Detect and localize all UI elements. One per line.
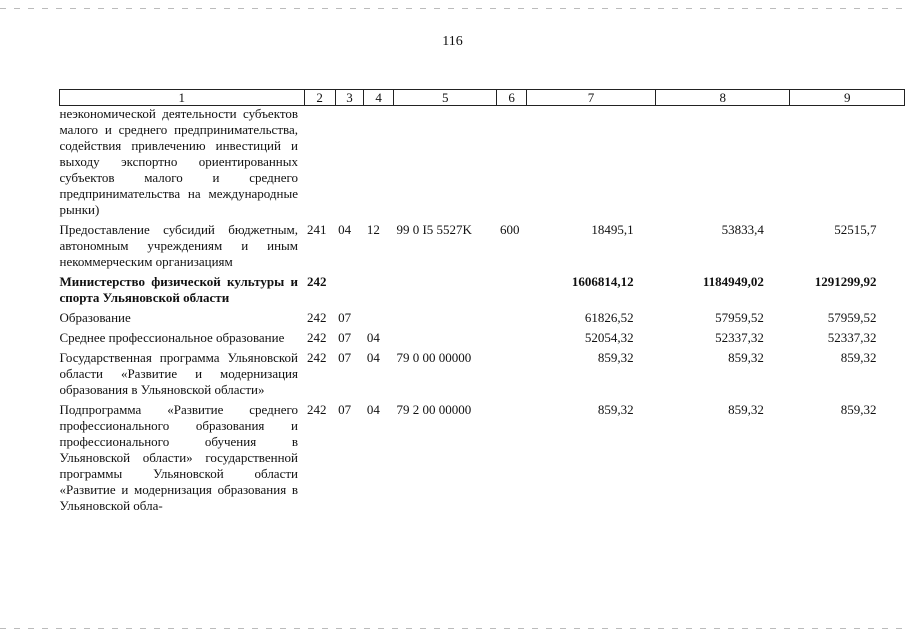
row-code-section: 04 xyxy=(338,222,352,237)
header-col-8: 8 xyxy=(656,90,790,106)
row-amount-1: 18495,1 xyxy=(591,222,634,237)
row-amount-2 xyxy=(656,106,790,219)
row-amount-1: 859,32 xyxy=(597,350,634,365)
header-col-2: 2 xyxy=(304,90,335,106)
budget-table xyxy=(59,89,905,514)
row-code-expense-type xyxy=(497,306,526,326)
row-amount-3: 859,32 xyxy=(840,350,877,365)
scan-artifact-top xyxy=(0,8,905,9)
page-number: 116 xyxy=(442,34,463,49)
row-amount-2: 52337,32 xyxy=(715,330,764,345)
row-amount-3: 1291299,92 xyxy=(814,274,877,289)
row-name: неэкономической деятельности субъектов малого и среднего предпринимательства, содействия привлечению инвестиций и выходу экспортно ориентированных субъектов малого и среднего предпринимательства на международные рынки) xyxy=(59,106,298,217)
header-row xyxy=(60,90,905,106)
table-row xyxy=(60,306,905,326)
row-code-target xyxy=(393,306,496,326)
row-code-subsection: 04 xyxy=(366,402,380,417)
table-row xyxy=(60,398,905,514)
row-amount-3: 52515,7 xyxy=(834,222,877,237)
header-col-1: 1 xyxy=(60,90,305,106)
table-row xyxy=(60,346,905,398)
row-code-admin: 241 xyxy=(307,222,327,237)
header-col-3: 3 xyxy=(335,90,364,106)
row-code-subsection: 04 xyxy=(366,350,380,365)
row-code-expense-type xyxy=(497,326,526,346)
row-code-subsection: 04 xyxy=(366,330,380,345)
row-code-expense-type xyxy=(497,270,526,306)
table-row xyxy=(60,326,905,346)
row-amount-1: 61826,52 xyxy=(584,310,634,325)
row-code-expense-type xyxy=(497,106,526,219)
row-code-section: 07 xyxy=(338,402,352,417)
row-code-target: 99 0 I5 5527K xyxy=(396,222,472,237)
row-amount-1: 52054,32 xyxy=(584,330,634,345)
row-code-target xyxy=(393,270,496,306)
row-code-target xyxy=(393,106,496,219)
table-row xyxy=(60,218,905,270)
row-code-expense-type: 600 xyxy=(499,222,520,237)
row-code-section xyxy=(335,106,364,219)
row-name: Среднее профессиональное образование xyxy=(59,330,285,345)
row-code-section: 07 xyxy=(338,310,352,325)
row-code-admin: 242 xyxy=(307,310,327,325)
header-col-4: 4 xyxy=(364,90,394,106)
row-code-target xyxy=(393,326,496,346)
scan-artifact-bottom xyxy=(0,628,905,629)
row-amount-3 xyxy=(790,106,905,219)
row-code-target: 79 2 00 00000 xyxy=(396,402,472,417)
row-code-expense-type xyxy=(497,398,526,514)
row-code-target: 79 0 00 00000 xyxy=(396,350,472,365)
row-code-admin: 242 xyxy=(307,274,327,289)
table-row xyxy=(60,106,905,219)
row-code-subsection: 12 xyxy=(366,222,380,237)
row-code-admin: 242 xyxy=(307,350,327,365)
row-name: Подпрограмма «Развитие среднего профессионального образования и профессионального обучения в Ульяновской области» государственной программы Ульяновской области «Развитие и модернизация образования в Ульяновской обла- xyxy=(59,402,298,513)
row-code-admin: 242 xyxy=(307,402,327,417)
row-amount-2: 1184949,02 xyxy=(702,274,764,289)
row-amount-1 xyxy=(526,106,655,219)
row-amount-2: 859,32 xyxy=(728,350,764,365)
header-col-7: 7 xyxy=(526,90,655,106)
row-name: Образование xyxy=(59,310,131,325)
row-amount-3: 859,32 xyxy=(840,402,877,417)
row-code-subsection xyxy=(364,306,394,326)
row-amount-2: 53833,4 xyxy=(721,222,764,237)
header-col-5: 5 xyxy=(393,90,496,106)
row-name: Предоставление субсидий бюджетным, автономным учреждениям и иным некоммерческим организациям xyxy=(59,222,298,269)
row-amount-1: 859,32 xyxy=(597,402,634,417)
row-amount-1: 1606814,12 xyxy=(571,274,634,289)
row-amount-3: 57959,52 xyxy=(827,310,877,325)
row-code-section: 07 xyxy=(338,350,352,365)
row-code-expense-type xyxy=(497,346,526,398)
row-name: Государственная программа Ульяновской области «Развитие и модернизация образования в Ульяновской области» xyxy=(59,350,298,397)
table-row xyxy=(60,270,905,306)
header-col-9: 9 xyxy=(790,90,905,106)
row-code-admin xyxy=(304,106,335,219)
row-amount-3: 52337,32 xyxy=(827,330,877,345)
row-code-section xyxy=(335,270,364,306)
row-amount-2: 859,32 xyxy=(728,402,764,417)
row-code-subsection xyxy=(364,270,394,306)
row-name: Министерство физической культуры и спорта Ульяновской области xyxy=(59,274,298,305)
row-code-section: 07 xyxy=(338,330,352,345)
row-code-subsection xyxy=(364,106,394,219)
row-amount-2: 57959,52 xyxy=(715,310,764,325)
header-col-6: 6 xyxy=(497,90,526,106)
row-code-admin: 242 xyxy=(307,330,327,345)
